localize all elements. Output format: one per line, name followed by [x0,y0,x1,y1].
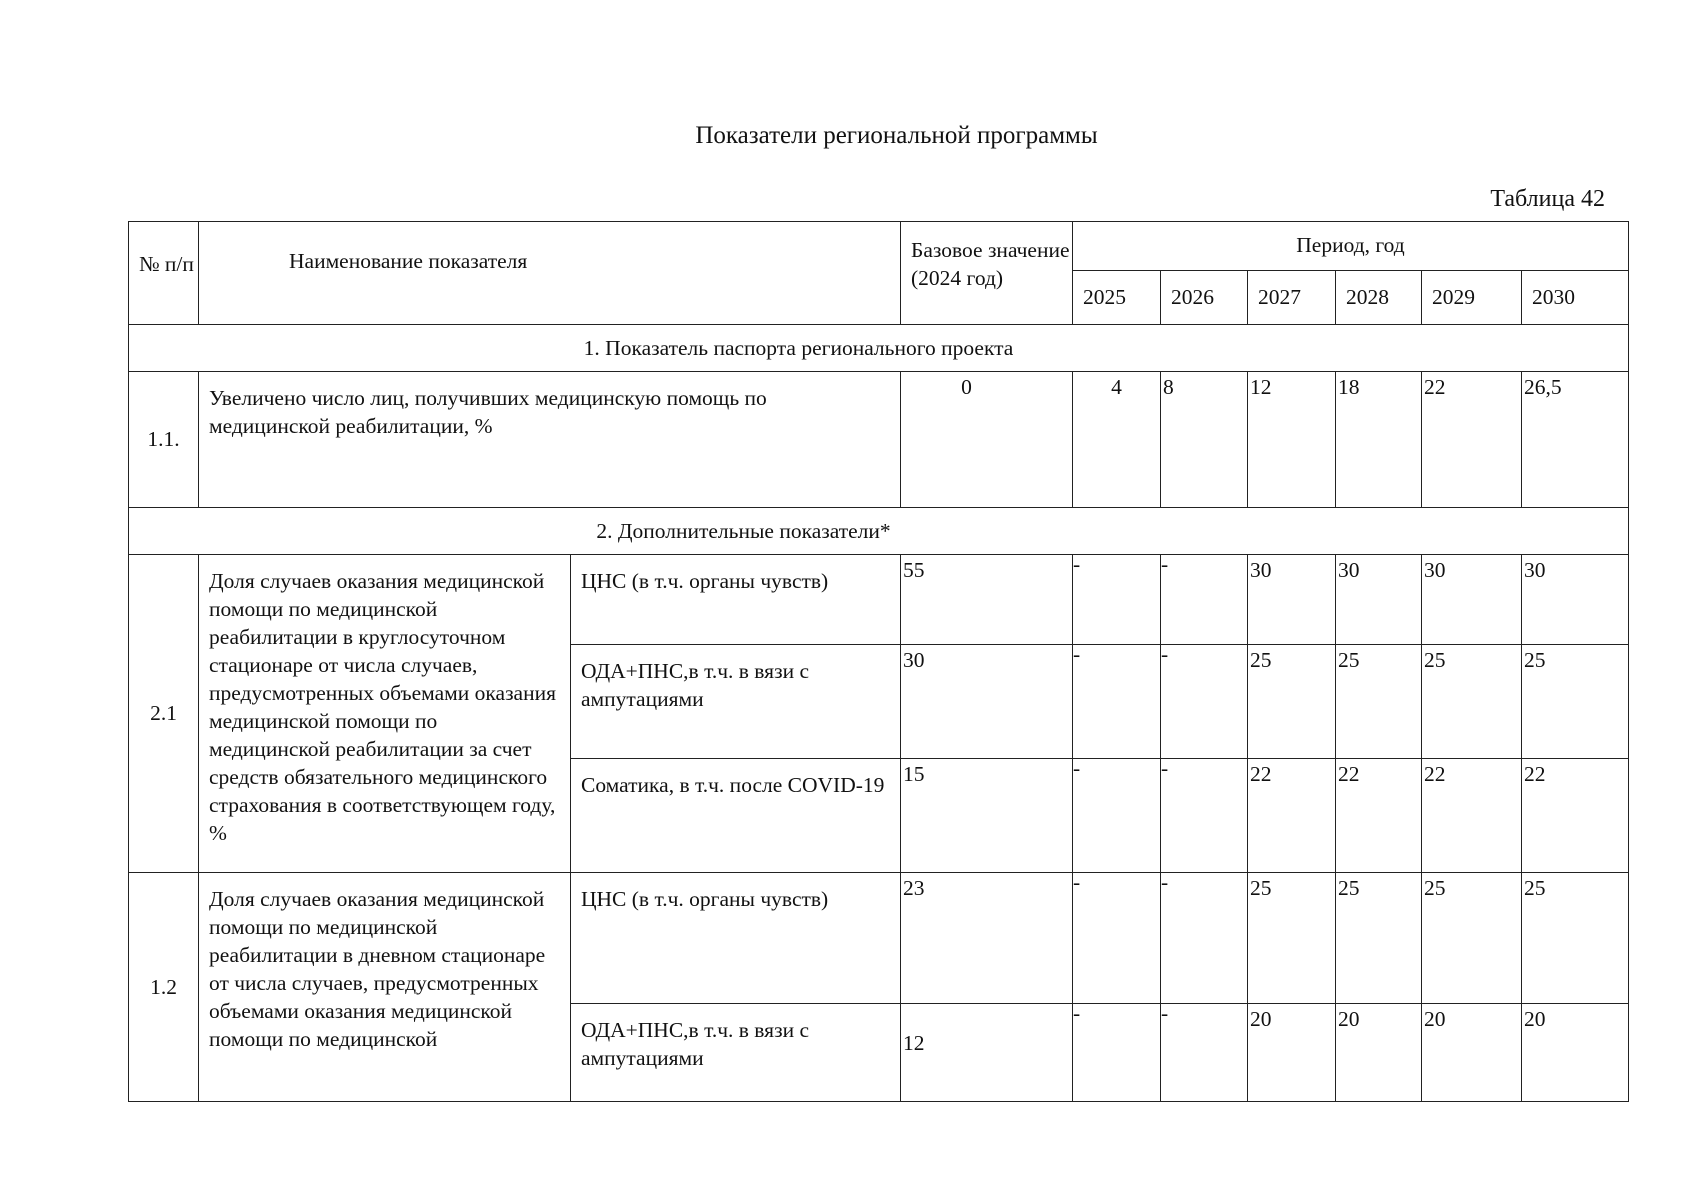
year-value: 25 [1248,645,1336,759]
base-value: 15 [901,759,1073,873]
table-number-label: Таблица 42 [1490,186,1605,212]
table-row [129,555,1629,645]
year-value: - [1073,873,1161,1004]
year-value: 22 [1248,759,1336,873]
header-period: Период, год [1073,222,1629,271]
year-value: 30 [1522,555,1629,645]
year-value: - [1161,759,1248,873]
year-value: 20 [1522,1004,1629,1102]
table-row [129,873,1629,1004]
header-year: 2029 [1422,271,1522,325]
header-num: № п/п [129,222,199,325]
header-row-1 [129,222,1629,271]
sub-indicator-label: ОДА+ПНС,в т.ч. в вязи с ампутациями [571,645,901,759]
year-value: - [1073,555,1161,645]
base-value: 30 [901,645,1073,759]
sub-indicator-label: ЦНС (в т.ч. органы чувств) [571,873,901,1004]
base-value: 55 [901,555,1073,645]
year-value: - [1073,645,1161,759]
sub-indicator-label: ЦНС (в т.ч. органы чувств) [571,555,901,645]
year-value: 25 [1248,873,1336,1004]
row-number: 1.2 [129,873,199,1102]
header-year: 2026 [1161,271,1248,325]
year-value: 12 [1248,372,1336,508]
indicator-name: Доля случаев оказания медицинской помощи по медицинской реабилитации в круглосуточном стационаре от числа случаев, предусмотренных объемами оказания медицинской помощи по медицинской реабилитации за счет средств обязательного медицинского страхования в соответствующем году, % [199,555,571,873]
header-year: 2028 [1336,271,1422,325]
sub-indicator-label: ОДА+ПНС,в т.ч. в вязи с ампутациями [571,1004,901,1102]
year-value: 25 [1522,873,1629,1004]
year-value: - [1073,759,1161,873]
year-value: 25 [1336,873,1422,1004]
year-value: 8 [1161,372,1248,508]
year-value: - [1161,555,1248,645]
section-row [129,325,1629,372]
base-value: 12 [901,1004,1073,1102]
year-value: 4 [1073,372,1161,508]
year-value: 30 [1336,555,1422,645]
year-value: 20 [1422,1004,1522,1102]
indicator-name: Доля случаев оказания медицинской помощи по медицинской реабилитации в дневном стационаре от числа случаев, предусмотренных объемами оказания медицинской помощи по медицинской [199,873,571,1102]
section-row [129,508,1629,555]
section-title: 1. Показатель паспорта регионального проекта [129,325,1629,372]
base-value: 0 [901,372,1073,508]
header-name: Наименование показателя [199,222,901,325]
year-value: 22 [1422,372,1522,508]
year-value: - [1161,1004,1248,1102]
year-value: 22 [1336,759,1422,873]
header-year: 2025 [1073,271,1161,325]
row-number: 1.1. [129,372,199,508]
year-value: 25 [1336,645,1422,759]
section-title: 2. Дополнительные показатели* [129,508,1629,555]
year-value: 30 [1248,555,1336,645]
year-value: 20 [1248,1004,1336,1102]
table-row [129,372,1629,508]
page-title: Показатели региональной программы [695,122,1098,149]
year-value: - [1161,873,1248,1004]
row-number: 2.1 [129,555,199,873]
year-value: - [1161,645,1248,759]
year-value: 25 [1422,645,1522,759]
year-value: 25 [1522,645,1629,759]
year-value: 18 [1336,372,1422,508]
indicators-table [128,221,1629,1102]
header-year: 2030 [1522,271,1629,325]
indicator-name: Увеличено число лиц, получивших медицинскую помощь по медицинской реабилитации, % [199,372,901,508]
sub-indicator-label: Соматика, в т.ч. после COVID-19 [571,759,901,873]
year-value: - [1073,1004,1161,1102]
base-value: 23 [901,873,1073,1004]
header-base: Базовое значение (2024 год) [901,222,1073,325]
year-value: 20 [1336,1004,1422,1102]
year-value: 30 [1422,555,1522,645]
year-value: 26,5 [1522,372,1629,508]
year-value: 22 [1422,759,1522,873]
year-value: 22 [1522,759,1629,873]
header-year: 2027 [1248,271,1336,325]
year-value: 25 [1422,873,1522,1004]
